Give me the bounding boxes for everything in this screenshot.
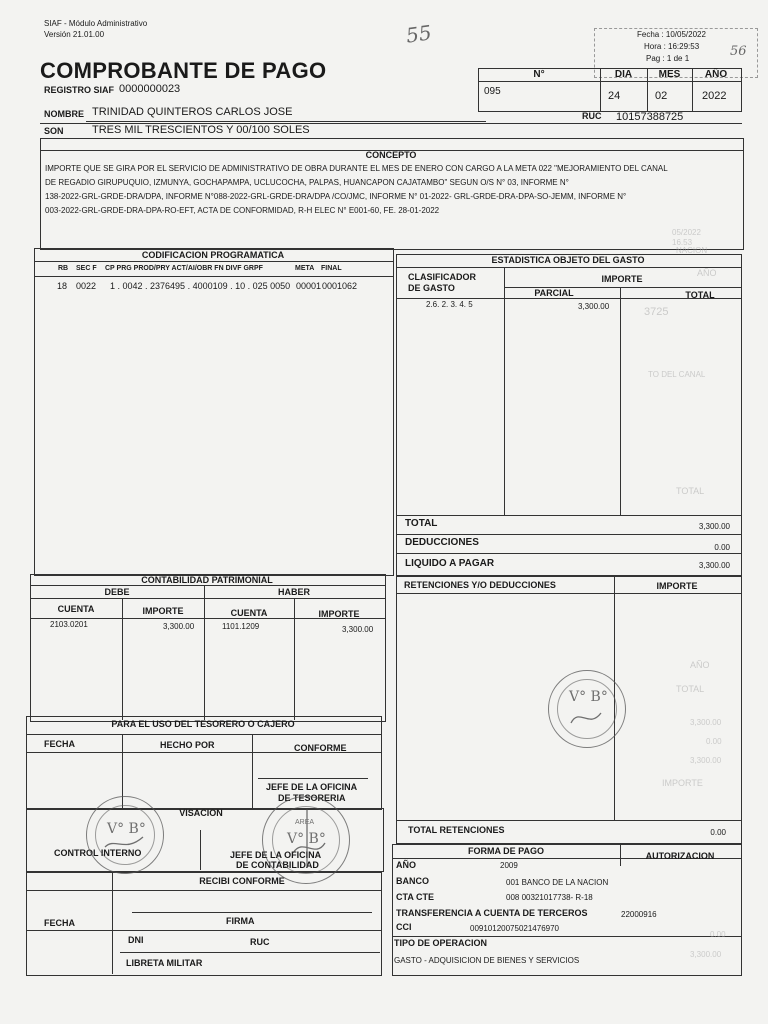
importe-label: IMPORTE <box>601 274 643 284</box>
ruc-value: 10157388725 <box>616 111 684 123</box>
cod-rb: 18 <box>57 281 68 291</box>
codificacion-title: CODIFICACION PROGRAMATICA <box>141 250 285 260</box>
libreta-label: LIBRETA MILITAR <box>126 958 203 968</box>
seal-vb-text: V° B° <box>107 821 146 837</box>
seal-stamp <box>548 670 626 748</box>
seal-vb-text: V° B° <box>287 831 326 847</box>
transferencia-value: 22000916 <box>621 910 657 919</box>
bleed-text: 0.00 <box>710 930 726 939</box>
print-date: Fecha : 10/05/2022 <box>637 30 706 39</box>
total-label: TOTAL <box>685 290 715 300</box>
mes-label: MES <box>658 69 681 80</box>
tesorero-title: PARA EL USO DEL TESORERO O CAJERO <box>111 719 295 729</box>
bleed-text: 16.53 <box>672 238 693 247</box>
seal-vb-text: V° B° <box>569 689 608 705</box>
total-retenciones-value: 0.00 <box>710 828 726 837</box>
bleed-text: 3,300.00 <box>690 718 722 727</box>
document-title: COMPROBANTE DE PAGO <box>40 58 327 83</box>
concepto-line: IMPORTE QUE SE GIRA POR EL SERVICIO DE ADMINISTRATIVO DE OBRA DURANTE EL MES DE ENERO CON CARGO A LA META 022 "MEJORAMIENTO DEL CANAL <box>45 164 668 173</box>
haber-importe-label: IMPORTE <box>318 609 360 619</box>
total-retenciones-label: TOTAL RETENCIONES <box>408 825 505 835</box>
bleed-text: 3,300.00 <box>690 756 722 765</box>
banco-label: BANCO <box>396 876 429 886</box>
clasificador-label: CLASIFICADOR <box>408 272 476 282</box>
firma-label: FIRMA <box>226 916 255 926</box>
tipo-operacion-label: TIPO DE OPERACION <box>394 938 488 948</box>
cci-value: 00910120075021476970 <box>470 924 559 933</box>
concepto-label: CONCEPTO <box>365 150 417 160</box>
ano-value: 2022 <box>702 90 727 102</box>
cta-value: 008 00321017738- R-18 <box>506 893 593 902</box>
nombre-value: TRINIDAD QUINTEROS CARLOS JOSE <box>92 106 293 118</box>
ano-label: AÑO <box>704 69 728 80</box>
bleed-text: 3,300.00 <box>690 950 722 959</box>
jefe-contabilidad-2: DE CONTABILIDAD <box>236 860 319 870</box>
deducciones-label: DEDUCCIONES <box>405 537 479 548</box>
autorizacion-label: AUTORIZACION <box>645 851 715 861</box>
liquido-value: 3,300.00 <box>698 561 730 570</box>
retenciones-importe-label: IMPORTE <box>656 581 698 591</box>
handwritten-folio-right: 56 <box>730 44 747 59</box>
haber-cuenta-value: 1101.1209 <box>222 622 260 631</box>
dia-label: DIA <box>614 69 633 80</box>
bleed-text: AÑO <box>690 660 710 670</box>
mes-value: 02 <box>655 90 668 102</box>
system-name: SIAF - Módulo Administrativo <box>44 19 148 28</box>
cod-secf: 0022 <box>76 281 97 291</box>
codificacion-box <box>34 248 394 576</box>
cod-codes: 1 . 0042 . 2376495 . 4000109 . 10 . 025 0050 <box>110 281 291 291</box>
visacion-title: VISACION <box>179 808 223 818</box>
dia-value: 24 <box>608 90 621 102</box>
seal-stamp-contabilidad <box>262 796 350 884</box>
col-meta: META <box>295 265 315 272</box>
print-time: Hora : 16:29:53 <box>644 42 700 51</box>
control-interno: CONTROL INTERNO <box>54 848 142 858</box>
bleed-text: IMPORTE <box>662 778 703 788</box>
registro-value: 0000000023 <box>119 83 181 95</box>
dni-label: DNI <box>128 935 144 945</box>
deducciones-value: 0.00 <box>714 543 730 552</box>
cod-meta: 00001 <box>296 281 322 291</box>
seal-area-text: AREA <box>295 819 315 826</box>
seal-stamp-control <box>86 796 164 874</box>
debe-label: DEBE <box>104 587 130 597</box>
page-number: Pag : 1 de 1 <box>646 54 690 63</box>
debe-cuenta-value: 2103.0201 <box>50 620 88 629</box>
haber-label: HABER <box>277 587 310 597</box>
tesorero-fecha-label: FECHA <box>44 739 75 749</box>
concepto-line: DE REGADIO GIRUPUQUIO, IZMUNYA, GOCHAPAMPA, UCLUCOCHA, PALPAS, HUANCAPON CAJATAMBO" SEGUN O/S N° 03, INFORME N° <box>45 178 569 187</box>
recibi-title: RECIBI CONFORME <box>199 876 285 886</box>
total-value: 3,300.00 <box>698 522 730 531</box>
recibi-fecha-label: FECHA <box>44 918 75 928</box>
contabilidad-title: CONTABILIDAD PATRIMONIAL <box>141 575 273 585</box>
parcial-value: 3,300.00 <box>578 302 610 311</box>
concepto-line: 138-2022-GRL-GRDE-DRA/DPA, INFORME N°088-2022-GRL-GRDE-DRA/DPA /CO/JMC, INFORME N° 01-2022- GRL-GRDE-DRA-DPA-SO-JEMM, INFORME N° <box>45 192 627 201</box>
bleed-text: AÑO <box>697 268 717 278</box>
son-label: SON <box>44 126 64 136</box>
system-version: Versión 21.01.00 <box>44 30 105 39</box>
tipo-operacion-value: GASTO - ADQUISICION DE BIENES Y SERVICIOS <box>394 956 580 965</box>
estadistica-title: ESTADISTICA OBJETO DEL GASTO <box>491 255 645 265</box>
banco-value: 001 BANCO DE LA NACION <box>506 878 609 887</box>
recibi-box <box>26 872 382 976</box>
transferencia-label: TRANSFERENCIA A CUENTA DE TERCEROS <box>396 908 588 918</box>
col-secf: SEC F <box>76 265 97 272</box>
col-codes: CP PRG PROD/PRY ACT/AI/OBR FN DIVF GRPF <box>105 265 263 272</box>
bleed-text: 05/2022 <box>672 228 701 237</box>
retenciones-title: RETENCIONES Y/O DEDUCCIONES <box>404 580 556 590</box>
jefe-tesoreria-2: DE TESORERIA <box>278 793 346 803</box>
conforme-label: CONFORME <box>294 743 347 753</box>
nombre-label: NOMBRE <box>44 109 84 119</box>
bleed-text: TO DEL CANAL <box>648 370 706 379</box>
clasificador-value: 2.6. 2. 3. 4. 5 <box>426 300 473 309</box>
bleed-text: TOTAL <box>676 486 705 496</box>
fp-ano-label: AÑO <box>396 860 416 870</box>
numero-label: N° <box>533 69 545 80</box>
ruc-label: RUC <box>582 111 602 121</box>
haber-cuenta-label: CUENTA <box>230 608 268 618</box>
recibi-ruc-label: RUC <box>250 937 270 947</box>
cci-label: CCI <box>396 922 412 932</box>
clasificador-label-2: DE GASTO <box>408 283 455 293</box>
handwritten-folio: 55 <box>404 20 433 48</box>
fp-ano-value: 2009 <box>500 861 518 870</box>
debe-cuenta-label: CUENTA <box>57 604 95 614</box>
numero-value: 095 <box>484 86 501 97</box>
cta-label: CTA CTE <box>396 892 434 902</box>
jefe-contabilidad-1: JEFE DE LA OFICINA <box>230 850 322 860</box>
jefe-tesoreria-1: JEFE DE LA OFICINA <box>266 782 358 792</box>
debe-importe-label: IMPORTE <box>142 606 184 616</box>
col-rb: RB <box>58 265 69 272</box>
son-value: TRES MIL TRESCIENTOS Y 00/100 SOLES <box>92 124 310 136</box>
bleed-text: NACION <box>676 246 708 255</box>
haber-importe-value: 3,300.00 <box>342 625 374 634</box>
registro-label: REGISTRO SIAF <box>44 85 115 95</box>
forma-pago-title: FORMA DE PAGO <box>468 846 544 856</box>
liquido-label: LIQUIDO A PAGAR <box>405 558 495 569</box>
bleed-text: 0.00 <box>706 737 722 746</box>
cod-final: 0001062 <box>322 281 358 291</box>
total-row-label: TOTAL <box>405 518 438 529</box>
bleed-text: 3725 <box>644 306 669 318</box>
bleed-text: TOTAL <box>676 684 705 694</box>
concepto-line: 003-2022-GRL-GRDE-DRA-DPA-RO-EFT, ACTA DE CONFORMIDAD, R-H ELEC N° E001-60, FE. 28-01-2022 <box>45 206 440 215</box>
parcial-label: PARCIAL <box>534 288 574 298</box>
hecho-por-label: HECHO POR <box>160 740 215 750</box>
debe-importe-value: 3,300.00 <box>163 622 195 631</box>
col-final: FINAL <box>321 265 342 272</box>
